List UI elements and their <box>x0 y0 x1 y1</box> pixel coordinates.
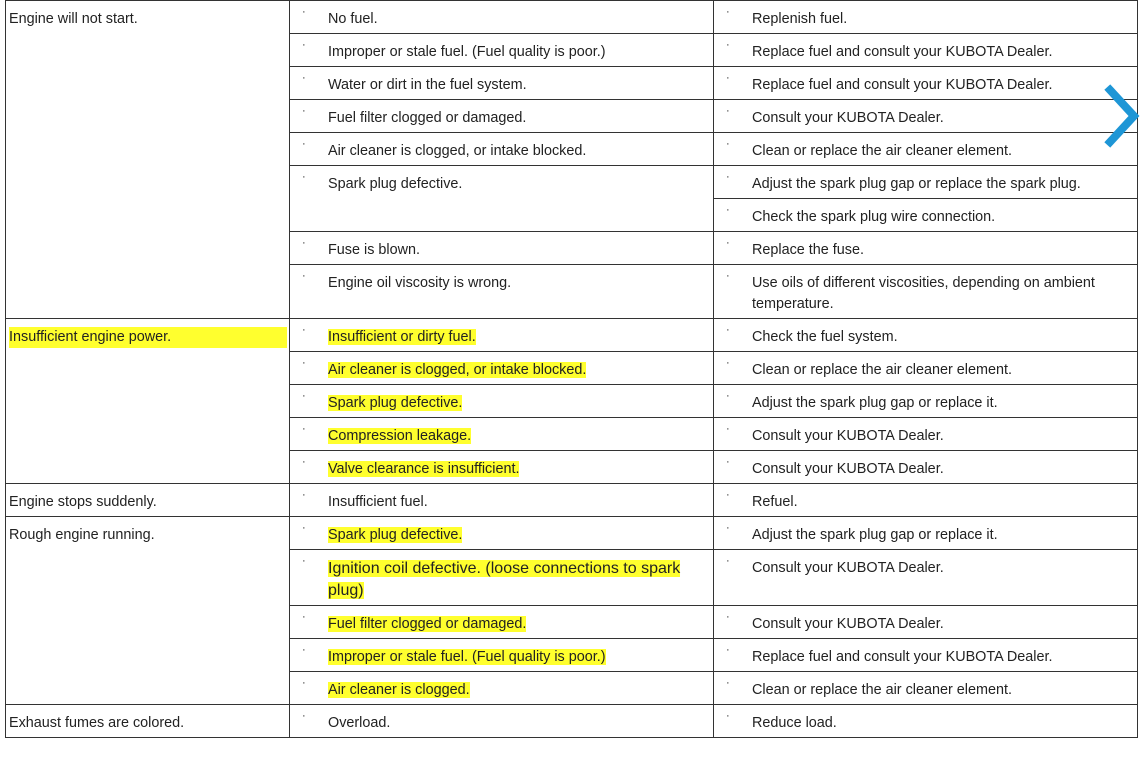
cause-text: Air cleaner is clogged, or intake blocked. <box>328 143 587 159</box>
remedy-text: Reduce load. <box>752 715 837 731</box>
cause-cell <box>290 639 714 672</box>
bullet: · <box>302 522 306 534</box>
cause-text: Spark plug defective. <box>328 527 463 543</box>
bullet: · <box>726 644 730 656</box>
cause-text: Engine oil viscosity is wrong. <box>328 275 512 291</box>
cause-cell <box>290 418 714 451</box>
remedy-text: Consult your KUBOTA Dealer. <box>752 110 944 126</box>
remedy-cell <box>714 34 1138 67</box>
bullet: · <box>302 237 306 249</box>
remedy-text: Adjust the spark plug gap or replace the spark plug. <box>752 176 1081 192</box>
cause-cell <box>290 34 714 67</box>
remedy-cell <box>714 672 1138 705</box>
table-row <box>6 705 1138 738</box>
remedy-cell <box>714 517 1138 550</box>
remedy-cell <box>714 1 1138 34</box>
cause-cell <box>290 319 714 352</box>
bullet: · <box>726 456 730 468</box>
bullet: · <box>726 489 730 501</box>
problem-cell <box>6 517 290 705</box>
bullet: · <box>302 710 306 722</box>
remedy-text: Check the spark plug wire connection. <box>752 209 996 225</box>
bullet: · <box>726 555 730 567</box>
remedy-text: Consult your KUBOTA Dealer. <box>752 461 944 477</box>
remedy-cell <box>714 418 1138 451</box>
bullet: · <box>302 611 306 623</box>
remedy-cell <box>714 606 1138 639</box>
problem-cell <box>6 705 290 738</box>
problem-cell <box>6 484 290 517</box>
troubleshooting-table-body <box>6 1 1138 738</box>
bullet: · <box>726 611 730 623</box>
table-row <box>6 517 1138 550</box>
problem-cell <box>6 319 290 484</box>
cause-text: Fuel filter clogged or damaged. <box>328 616 527 632</box>
bullet: · <box>302 644 306 656</box>
problem-label: Exhaust fumes are colored. <box>9 715 185 731</box>
remedy-text: Consult your KUBOTA Dealer. <box>752 616 944 632</box>
cause-text: Spark plug defective. <box>328 395 463 411</box>
remedy-cell <box>714 67 1138 100</box>
bullet: · <box>726 423 730 435</box>
bullet: · <box>726 390 730 402</box>
remedy-cell <box>714 550 1138 606</box>
remedy-cell <box>714 352 1138 385</box>
table-row <box>6 1 1138 34</box>
cause-text: Water or dirt in the fuel system. <box>328 77 527 93</box>
remedy-cell <box>714 319 1138 352</box>
remedy-cell <box>714 451 1138 484</box>
table-row <box>6 319 1138 352</box>
bullet: · <box>302 456 306 468</box>
bullet: · <box>302 423 306 435</box>
problem-label: Insufficient engine power. <box>9 327 287 348</box>
remedy-cell <box>714 166 1138 199</box>
bullet: · <box>726 171 730 183</box>
cause-text: Air cleaner is clogged. <box>328 682 470 698</box>
remedy-text: Adjust the spark plug gap or replace it. <box>752 395 998 411</box>
bullet: · <box>302 105 306 117</box>
cause-cell <box>290 352 714 385</box>
table-row <box>6 484 1138 517</box>
bullet: · <box>302 39 306 51</box>
remedy-text: Use oils of different viscosities, depending on ambient temperature. <box>752 275 1095 312</box>
cause-cell <box>290 67 714 100</box>
remedy-text: Replace fuel and consult your KUBOTA Dealer. <box>752 44 1053 60</box>
remedy-cell <box>714 199 1138 232</box>
remedy-cell <box>714 705 1138 738</box>
bullet: · <box>726 6 730 18</box>
cause-cell <box>290 484 714 517</box>
bullet: · <box>302 357 306 369</box>
cause-cell <box>290 232 714 265</box>
bullet: · <box>726 677 730 689</box>
cause-cell <box>290 265 714 319</box>
remedy-text: Check the fuel system. <box>752 329 898 345</box>
bullet: · <box>726 138 730 150</box>
cause-text: No fuel. <box>328 11 378 27</box>
troubleshooting-table <box>5 0 1138 738</box>
bullet: · <box>302 6 306 18</box>
remedy-text: Replace fuel and consult your KUBOTA Dealer. <box>752 77 1053 93</box>
cause-cell <box>290 133 714 166</box>
problem-cell <box>6 1 290 319</box>
remedy-cell <box>714 133 1138 166</box>
remedy-cell <box>714 232 1138 265</box>
cause-cell <box>290 451 714 484</box>
cause-text: Air cleaner is clogged, or intake blocked. <box>328 362 587 378</box>
cause-text: Valve clearance is insufficient. <box>328 461 520 477</box>
remedy-text: Replenish fuel. <box>752 11 848 27</box>
bullet: · <box>302 72 306 84</box>
cause-text: Improper or stale fuel. (Fuel quality is poor.) <box>328 649 606 665</box>
cause-cell <box>290 385 714 418</box>
bullet: · <box>302 270 306 282</box>
bullet: · <box>726 39 730 51</box>
bullet: · <box>302 489 306 501</box>
cause-text: Insufficient fuel. <box>328 494 428 510</box>
cause-text: Compression leakage. <box>328 428 472 444</box>
cause-cell <box>290 550 714 606</box>
bullet: · <box>726 105 730 117</box>
remedy-cell <box>714 385 1138 418</box>
bullet: · <box>302 138 306 150</box>
bullet: · <box>726 710 730 722</box>
cause-cell <box>290 705 714 738</box>
bullet: · <box>726 522 730 534</box>
problem-label: Engine will not start. <box>9 11 138 27</box>
remedy-text: Refuel. <box>752 494 798 510</box>
bullet: · <box>302 171 306 183</box>
next-page-button[interactable] <box>1102 84 1142 148</box>
cause-cell <box>290 166 714 232</box>
remedy-text: Replace fuel and consult your KUBOTA Dealer. <box>752 649 1053 665</box>
cause-text: Insufficient or dirty fuel. <box>328 329 476 345</box>
problem-label: Rough engine running. <box>9 527 155 543</box>
bullet: · <box>726 204 730 216</box>
cause-cell <box>290 672 714 705</box>
remedy-cell <box>714 639 1138 672</box>
cause-cell <box>290 1 714 34</box>
problem-label: Engine stops suddenly. <box>9 494 157 510</box>
remedy-text: Adjust the spark plug gap or replace it. <box>752 527 998 543</box>
remedy-text: Clean or replace the air cleaner element. <box>752 143 1012 159</box>
remedy-text: Replace the fuse. <box>752 242 864 258</box>
bullet: · <box>302 555 306 567</box>
remedy-text: Clean or replace the air cleaner element. <box>752 682 1012 698</box>
cause-cell <box>290 100 714 133</box>
remedy-text: Consult your KUBOTA Dealer. <box>752 428 944 444</box>
bullet: · <box>302 324 306 336</box>
cause-text: Ignition coil defective. (loose connections to spark plug) <box>328 560 681 599</box>
cause-text: Fuel filter clogged or damaged. <box>328 110 527 126</box>
bullet: · <box>302 390 306 402</box>
remedy-cell <box>714 484 1138 517</box>
cause-cell <box>290 606 714 639</box>
remedy-cell <box>714 265 1138 319</box>
remedy-cell <box>714 100 1138 133</box>
left-edge-shadow <box>0 0 4 761</box>
chevron-right-icon <box>1102 84 1142 148</box>
cause-text: Fuse is blown. <box>328 242 420 258</box>
cause-text: Spark plug defective. <box>328 176 463 192</box>
bullet: · <box>302 677 306 689</box>
cause-text: Overload. <box>328 715 391 731</box>
remedy-text: Consult your KUBOTA Dealer. <box>752 560 944 576</box>
bullet: · <box>726 324 730 336</box>
bullet: · <box>726 237 730 249</box>
remedy-text: Clean or replace the air cleaner element. <box>752 362 1012 378</box>
bullet: · <box>726 72 730 84</box>
cause-cell <box>290 517 714 550</box>
bullet: · <box>726 357 730 369</box>
cause-text: Improper or stale fuel. (Fuel quality is poor.) <box>328 44 606 60</box>
bullet: · <box>726 270 730 282</box>
